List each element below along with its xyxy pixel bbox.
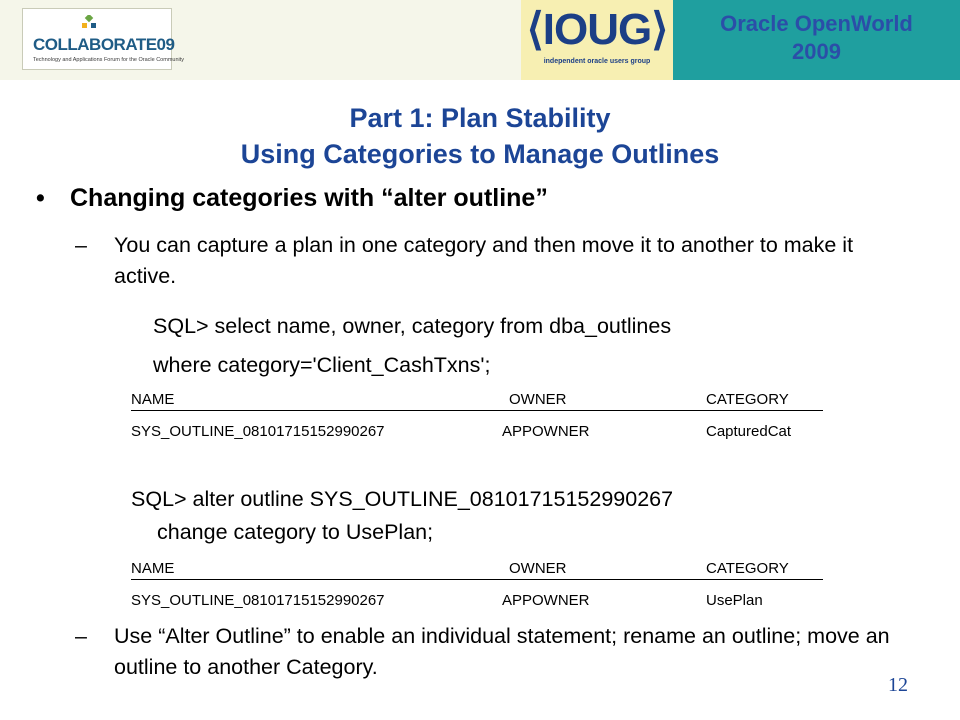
- column-header-name: NAME: [131, 560, 175, 577]
- column-header-category: CATEGORY: [706, 560, 789, 577]
- collaborate-logo-text: COLLABORATE09: [33, 35, 175, 54]
- sub-bullet-2-text: Use “Alter Outline” to enable an individual statement; rename an outline; move an outline to another Category.: [114, 624, 890, 679]
- sql-query-line1: SQL> select name, owner, category from dba_outlines: [153, 314, 672, 338]
- table-header-row: [131, 559, 823, 580]
- table-cell-category: UsePlan: [706, 592, 763, 609]
- ioug-logo-panel: [521, 0, 673, 80]
- collaborate-logo: [22, 8, 185, 70]
- dash-icon: –: [75, 233, 87, 257]
- event-title: [673, 10, 960, 66]
- collaborate-tagline: Technology and Applications Forum for the Oracle Community: [33, 57, 185, 63]
- table-cell-name: SYS_OUTLINE_08101715152990267: [131, 423, 385, 440]
- column-header-owner: OWNER: [509, 560, 567, 577]
- event-panel: [673, 0, 960, 80]
- column-header-owner: OWNER: [509, 391, 567, 408]
- collaborate-logo-panel: [0, 0, 521, 80]
- bullet-dot-icon: •: [36, 184, 45, 212]
- slide-title: [0, 100, 960, 172]
- header-banner: [0, 0, 960, 80]
- table-cell-name: SYS_OUTLINE_08101715152990267: [131, 592, 385, 609]
- table-cell-owner: APPOWNER: [502, 592, 590, 609]
- page-number: 12: [888, 674, 908, 696]
- event-title-line1: Oracle OpenWorld: [720, 11, 913, 36]
- sub-bullet-1-text: You can capture a plan in one category and then move it to another to make it active.: [114, 233, 854, 288]
- ioug-tagline: independent oracle users group: [543, 58, 651, 65]
- sql-query-line2: where category='Client_CashTxns';: [153, 353, 491, 377]
- table-header-row: [131, 390, 823, 411]
- column-header-name: NAME: [131, 391, 175, 408]
- sql-alter-line1: SQL> alter outline SYS_OUTLINE_08101715152990267: [131, 487, 674, 511]
- table-cell-owner: APPOWNER: [502, 423, 590, 440]
- column-header-category: CATEGORY: [706, 391, 789, 408]
- slide-title-line2: Using Categories to Manage Outlines: [240, 139, 720, 169]
- slide-title-line1: Part 1: Plan Stability: [349, 103, 611, 133]
- ioug-logo-text: ⟨IOUG⟩: [526, 5, 668, 54]
- table-cell-category: CapturedCat: [706, 423, 792, 440]
- event-title-line2: 2009: [792, 39, 841, 64]
- dash-icon: –: [75, 624, 87, 648]
- collaborate-mark-icon: [81, 15, 97, 31]
- main-bullet-text: Changing categories with “alter outline”: [70, 184, 548, 212]
- sql-alter-line2: change category to UsePlan;: [157, 520, 434, 544]
